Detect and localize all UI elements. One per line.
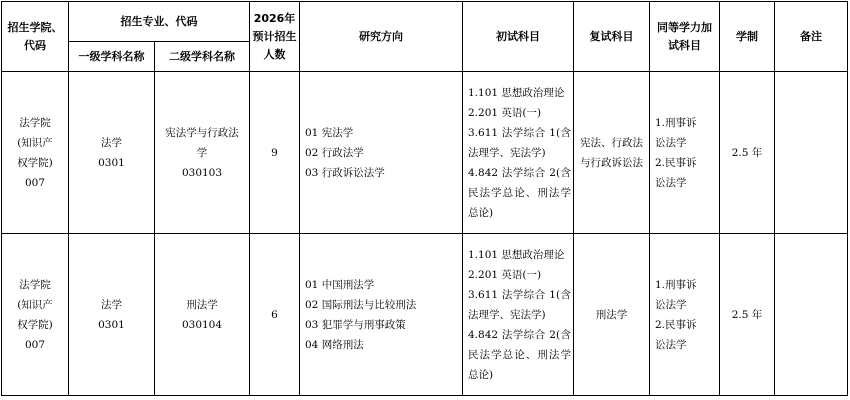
second-level-code: 030103 (181, 166, 223, 179)
college-cell (2, 72, 69, 234)
retest-subject: 宪法、行政法 (580, 136, 643, 149)
college-line: 法学院 (19, 116, 51, 129)
initial-exam-cell (463, 72, 574, 234)
retest-cell (574, 234, 650, 396)
first-level-name: 法学 (101, 136, 122, 149)
direction-item: 03 行政诉讼法学 (305, 166, 385, 179)
remarks-cell (775, 72, 848, 234)
second-level-name: 宪法学与行政法 (165, 126, 239, 139)
first-level-code: 0301 (98, 156, 125, 169)
exam-subject: 2.201 英语(一) (468, 106, 542, 119)
equivalent-subject: 2.民事诉 (655, 318, 697, 331)
college-cell (2, 234, 69, 396)
college-line: (知识产 (17, 298, 53, 311)
exam-subject: 1.101 思想政治理论 (468, 86, 565, 99)
header-initial-exam: 初试科目 (463, 2, 574, 72)
quota-cell: 6 (250, 234, 300, 396)
initial-exam-cell (463, 234, 574, 396)
exam-subject: 3.611 法学综合 1(含法理学、宪法学) (468, 126, 571, 159)
equivalent-cell (650, 72, 720, 234)
college-line: (知识产 (17, 136, 53, 149)
college-code: 007 (24, 338, 46, 351)
exam-subject: 2.201 英语(一) (468, 268, 542, 281)
header-quota: 2026年预计招生人数 (250, 2, 300, 72)
header-first-level: 一级学科名称 (69, 42, 155, 72)
header-second-level: 二级学科名称 (155, 42, 250, 72)
equivalent-subject: 讼法学 (655, 136, 687, 149)
college-line: 权学院) (17, 318, 53, 331)
equivalent-cell (650, 234, 720, 396)
first-level-cell (69, 72, 155, 234)
equivalent-subject: 1.刑事诉 (655, 278, 697, 291)
table-row (2, 234, 848, 396)
second-level-cell (155, 72, 250, 234)
exam-subject: 1.101 思想政治理论 (468, 248, 565, 261)
retest-cell (574, 72, 650, 234)
exam-subject: 4.842 法学综合 2(含民法学总论、刑法学总论) (468, 328, 571, 381)
header-college: 招生学院、代码 (2, 2, 69, 72)
header-equivalent: 同等学力加试科目 (650, 2, 720, 72)
admissions-table (1, 1, 848, 396)
second-level-name: 学 (196, 146, 208, 159)
remarks-cell (775, 234, 848, 396)
college-code: 007 (24, 176, 46, 189)
direction-item: 01 中国刑法学 (305, 278, 375, 291)
table-row (2, 72, 848, 234)
direction-item: 01 宪法学 (305, 126, 354, 139)
header-duration: 学制 (720, 2, 775, 72)
direction-item: 04 网络刑法 (305, 338, 364, 351)
equivalent-subject: 讼法学 (655, 176, 687, 189)
college-line: 法学院 (19, 278, 51, 291)
header-retest: 复试科目 (574, 2, 650, 72)
equivalent-subject: 1.刑事诉 (655, 116, 697, 129)
first-level-name: 法学 (101, 298, 122, 311)
first-level-cell (69, 234, 155, 396)
retest-subject: 刑法学 (595, 308, 628, 321)
second-level-name: 刑法学 (186, 298, 218, 311)
equivalent-subject: 2.民事诉 (655, 156, 697, 169)
header-remarks: 备注 (775, 2, 848, 72)
exam-subject: 3.611 法学综合 1(含法理学、宪法学) (468, 288, 571, 321)
direction-item: 03 犯罪学与刑事政策 (305, 318, 406, 331)
directions-cell (300, 234, 463, 396)
direction-item: 02 行政法学 (305, 146, 364, 159)
first-level-code: 0301 (98, 318, 125, 331)
equivalent-subject: 讼法学 (655, 338, 687, 351)
duration-cell: 2.5 年 (720, 72, 775, 234)
duration-cell: 2.5 年 (720, 234, 775, 396)
header-major-group: 招生专业、代码 (69, 2, 250, 42)
retest-subject: 与行政诉讼法 (580, 156, 643, 169)
college-line: 权学院) (17, 156, 53, 169)
second-level-cell (155, 234, 250, 396)
header-directions: 研究方向 (300, 2, 463, 72)
equivalent-subject: 讼法学 (655, 298, 687, 311)
direction-item: 02 国际刑法与比较刑法 (305, 298, 417, 311)
second-level-code: 030104 (181, 318, 223, 331)
quota-cell: 9 (250, 72, 300, 234)
exam-subject: 4.842 法学综合 2(含民法学总论、刑法学总论) (468, 166, 571, 219)
directions-cell (300, 72, 463, 234)
